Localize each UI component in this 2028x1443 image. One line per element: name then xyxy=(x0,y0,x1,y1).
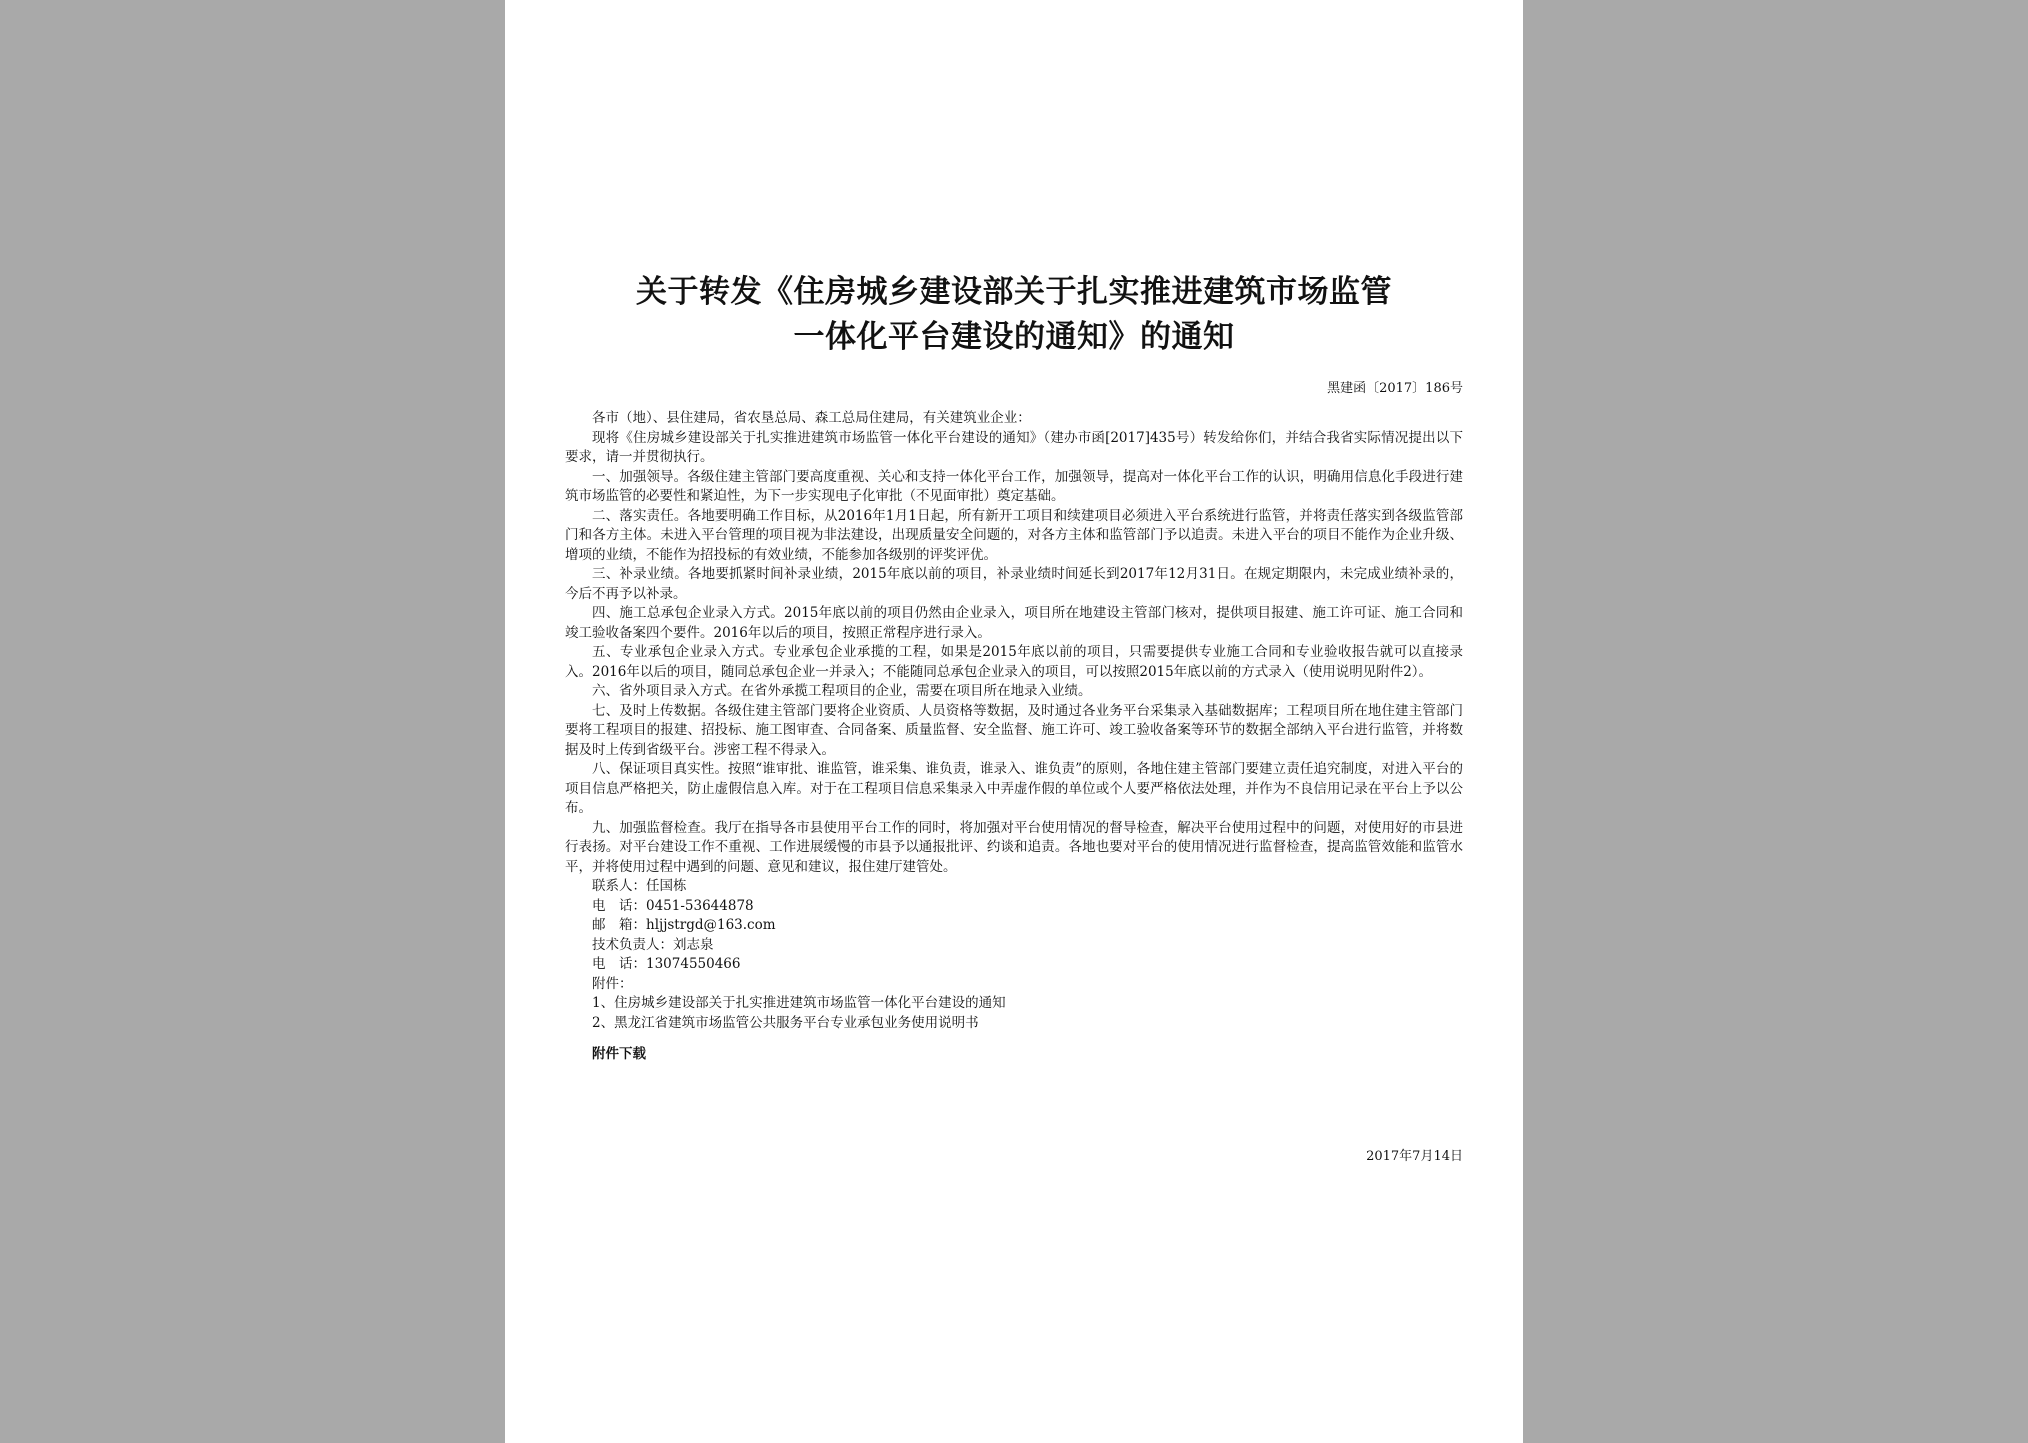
contact-phone: 电 话：0451-53644878 xyxy=(592,897,754,914)
paragraph-5: 五、专业承包企业录入方式。专业承包企业承揽的工程，如果是2015年底以前的项目，只需要提供专业施工合同和专业验收报告就可以直接录入。2016年以后的项目，随同总承包企业一并录入；不能随同总承包企业录入的项目，可以按照2015年底以前的方式录入（使用说明见附件2）。 xyxy=(565,644,1463,680)
attachment-1[interactable]: 1、住房城乡建设部关于扎实推进建筑市场监管一体化平台建设的通知 xyxy=(592,995,1006,1011)
document-date: 2017年7月14日 xyxy=(1366,1149,1463,1164)
paragraph-7: 七、及时上传数据。各级住建主管部门要将企业资质、人员资格等数据，及时通过各业务平台采集录入基础数据库；工程项目所在地住建主管部门要将工程项目的报建、招投标、施工图审查、合同备案、质量监督、安全监督、施工许可、竣工验收备案等环节的数据全部纳入平台进行监管，并将数据及时上传到省级平台。涉密工程不得录入。 xyxy=(565,702,1463,758)
attachment-2[interactable]: 2、黑龙江省建筑市场监管公共服务平台专业承包业务使用说明书 xyxy=(592,1014,979,1031)
paragraph-intro: 现将《住房城乡建设部关于扎实推进建筑市场监管一体化平台建设的通知》（建办市函[2017]435号）转发给你们，并结合我省实际情况提出以下要求，请一并贯彻执行。 xyxy=(565,429,1463,465)
title-line-2: 一体化平台建设的通知》的通知 xyxy=(793,319,1235,355)
contact-block xyxy=(565,877,1463,1033)
tech-contact: 技术负责人：刘志泉 xyxy=(592,936,714,953)
document-number: 黑建函〔2017〕186号 xyxy=(1327,381,1463,396)
contact-person: 联系人：任国栋 xyxy=(592,878,687,894)
paragraph-8: 八、保证项目真实性。按照“谁审批、谁监管，谁采集、谁负责，谁录入、谁负责”的原则，各地住建主管部门要建立责任追究制度，对进入平台的项目信息严格把关，防止虚假信息入库。对于在工程项目信息采集录入中弄虚作假的单位或个人要严格依法处理，并作为不良信用记录在平台上予以公布。 xyxy=(565,761,1463,816)
tech-phone: 电 话：13074550466 xyxy=(592,956,741,972)
document-page xyxy=(505,0,1523,1443)
paragraph-2: 二、落实责任。各地要明确工作目标，从2016年1月1日起，所有新开工项目和续建项目必须进入平台系统进行监管，并将责任落实到各级监管部门和各方主体。未进入平台管理的项目视为非法建设，出现质量安全问题的，对各方主体和监管部门予以追责。未进入平台的项目不能作为企业升级、增项的业绩，不能作为招投标的有效业绩，不能参加各级别的评奖评优。 xyxy=(565,507,1463,563)
attachments-label: 附件： xyxy=(592,975,633,992)
document-title xyxy=(545,270,1483,360)
contact-email: 邮 箱：hljjstrgd@163.com xyxy=(592,917,776,933)
paragraph-6: 六、省外项目录入方式。在省外承揽工程项目的企业，需要在项目所在地录入业绩。 xyxy=(592,683,1092,699)
attachment-download-link[interactable]: 附件下载 xyxy=(592,1046,646,1062)
salutation: 各市（地）、县住建局，省农垦总局、森工总局住建局，有关建筑业企业： xyxy=(592,410,1031,426)
paragraph-3: 三、补录业绩。各地要抓紧时间补录业绩，2015年底以前的项目，补录业绩时间延长到2017年12月31日。在规定期限内，未完成业绩补录的，今后不再予以补录。 xyxy=(565,566,1463,602)
title-line-1: 关于转发《住房城乡建设部关于扎实推进建筑市场监管 xyxy=(636,274,1392,310)
paragraph-9: 九、加强监督检查。我厅在指导各市县使用平台工作的同时，将加强对平台使用情况的督导检查，解决平台使用过程中的问题，对使用好的市县进行表扬。对平台建设工作不重视、工作进展缓慢的市县予以通报批评、约谈和追责。各地也要对平台的使用情况进行监督检查，提高监管效能和监管水平，并将使用过程中遇到的问题、意见和建议，报住建厅建管处。 xyxy=(565,819,1463,875)
paragraph-4: 四、施工总承包企业录入方式。2015年底以前的项目仍然由企业录入，项目所在地建设主管部门核对，提供项目报建、施工许可证、施工合同和竣工验收备案四个要件。2016年以后的项目，按照正常程序进行录入。 xyxy=(565,605,1463,641)
paragraph-1: 一、加强领导。各级住建主管部门要高度重视、关心和支持一体化平台工作，加强领导，提高对一体化平台工作的认识，明确用信息化手段进行建筑市场监管的必要性和紧迫性，为下一步实现电子化审批（不见面审批）奠定基础。 xyxy=(565,468,1463,504)
document-body xyxy=(565,409,1463,1065)
